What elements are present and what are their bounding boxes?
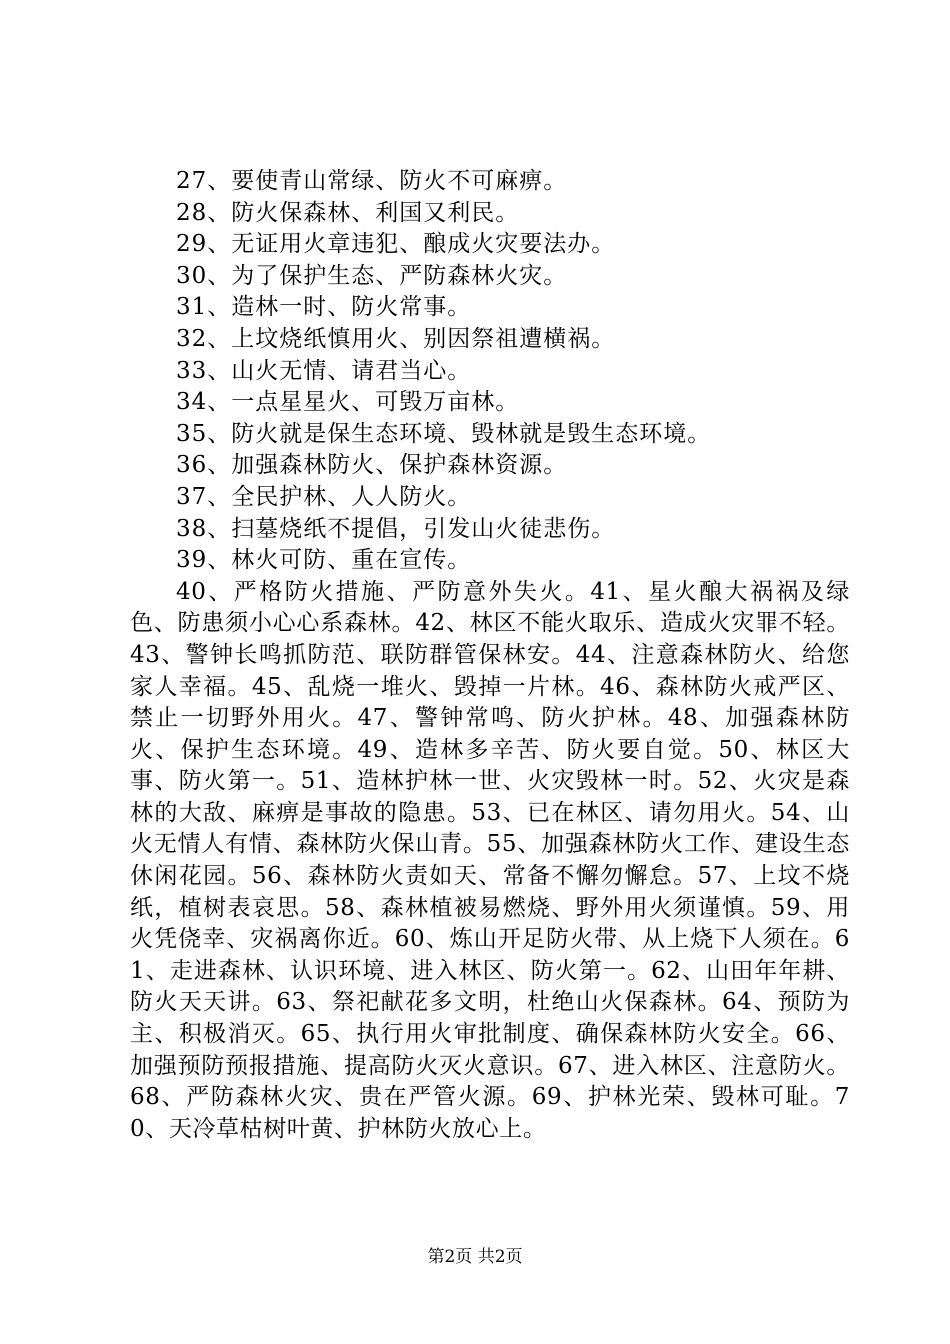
slogan-line-32: 32、上坟烧纸慎用火、别因祭祖遭横祸。 [176,325,616,352]
slogan-line-34: 34、一点星星火、可毁万亩林。 [176,389,520,416]
slogan-line-29: 29、无证用火章违犯、酿成火灾要法办。 [176,231,616,258]
slogan-line-31: 31、造林一时、防火常事。 [176,294,472,321]
slogan-line-28: 28、防火保森林、利国又利民。 [176,199,520,226]
slogan-line-33: 33、山火无情、请君当心。 [176,357,472,384]
slogan-line-36: 36、加强森林防火、保护森林资源。 [176,452,568,479]
slogan-paragraph: 40、严格防火措施、严防意外失火。41、星火酿大祸祸及绿色、防患须小心心系森林。42、林区不能火取乐、造成火灾罪不轻。43、警钟长鸣抓防范、联防群管保林安。44、注意森林防火、给您家人幸福。45、乱烧一堆火、毁掉一片林。46、森林防火戒严区、禁止一切野外用火。47、警钟常鸣、防火护林。48、加强森林防火、保护生态环境。49、造林多辛苦、防火要自觉。50、林区大事、防火第一。51、造林护林一世、火灾毁林一时。52、火灾是森林的大敌、麻痹是事故的隐患。53、已在林区、请勿用火。54、山火无情人有情、森林防火保山青。55、加强森林防火工作、建设生态休闲花园。56、森林防火责如天、常备不懈勿懈怠。57、上坟不烧纸，植树表哀思。58、森林植被易燃烧、野外用火须谨慎。59、用火凭侥幸、灾祸离你近。60、炼山开足防火带、从上烧下人须在。61、走进森林、认识环境、进入林区、防火第一。62、山田年年耕、防火天天讲。63、祭祀献花多文明，杜绝山火保森林。64、预防为主、积极消灭。65、执行用火审批制度、确保森林防火安全。66、加强预防预报措施、提高防火灭火意识。67、进入林区、注意防火。68、严防森林火灾、贵在严管火源。69、护林光荣、毁林可耻。70、天冷草枯树叶黄、护林防火放心上。 [130,578,850,1142]
slogan-line-27: 27、要使青山常绿、防火不可麻痹。 [176,168,568,194]
slogan-line-35: 35、防火就是保生态环境、毁林就是毁生态环境。 [176,420,712,447]
slogan-line-38: 38、扫墓烧纸不提倡，引发山火徒悲伤。 [176,515,616,542]
slogan-line-39: 39、林火可防、重在宣传。 [176,547,472,574]
slogan-line-30: 30、为了保护生态、严防森林火灾。 [176,262,568,289]
slogan-line-37: 37、全民护林、人人防火。 [176,483,472,510]
page-footer: 第2页 共2页 [427,1247,523,1267]
document-body [130,166,850,1145]
